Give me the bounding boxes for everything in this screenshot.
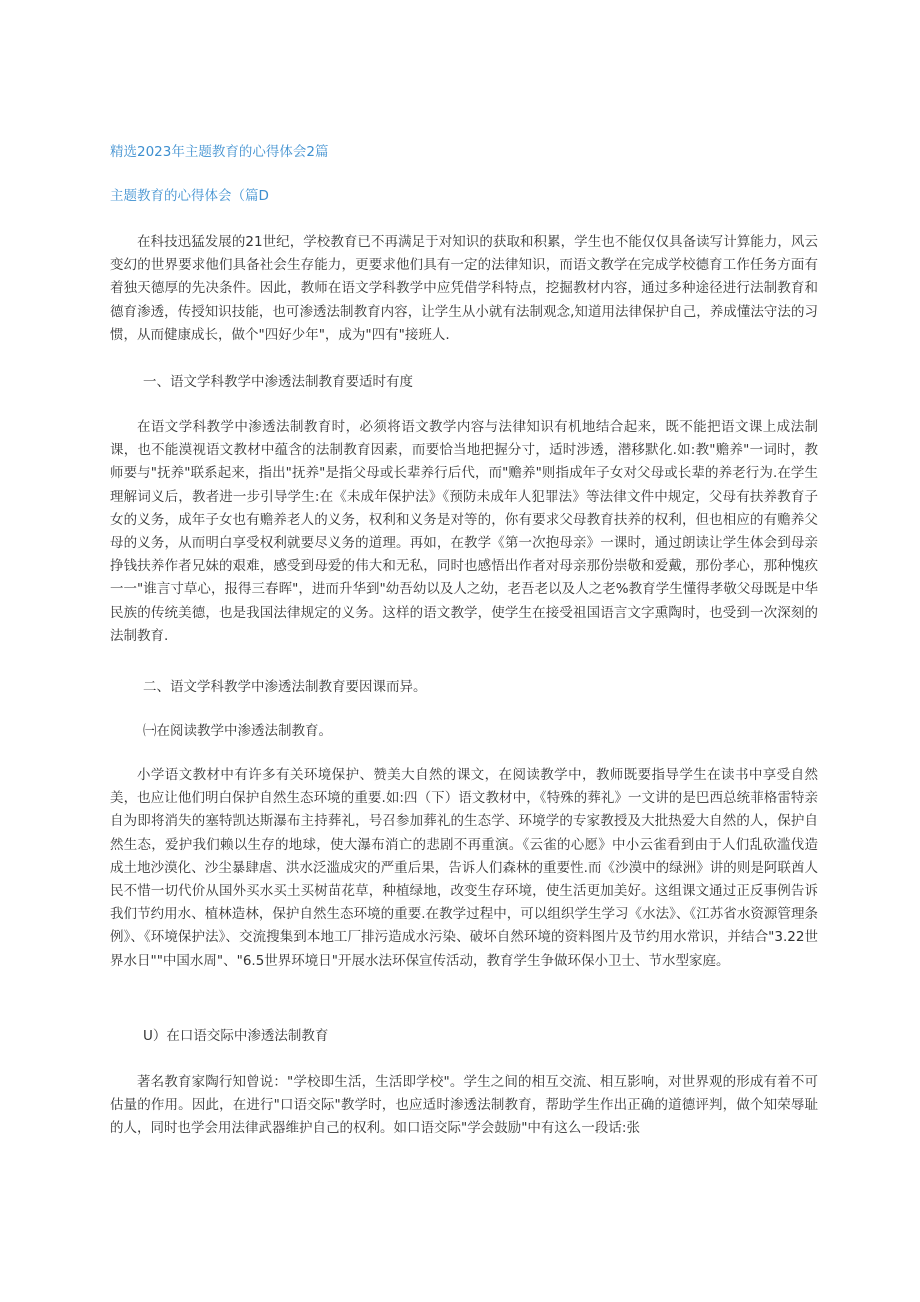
document-subtitle: 主题教育的心得体会（篇D [110,188,269,204]
document-title: 精选2023年主题教育的心得体会2篇 [110,144,329,160]
paragraph-reading: 小学语文教材中有许多有关环境保护、赞美大自然的课文，在阅读教学中，教师既要指导学生在读书中享受自然美，也应让他们明白保护自然生态环境的重要.如:四（下）语文教材中，《特殊的葬礼》一文讲的是巴西总统菲格雷特亲自为即将消失的塞特凯达斯瀑布主持葬礼，号召参加葬礼的生态学、环境学的专家教授及大批热爱大自然的人，保护自然生态，爱护我们赖以生存的地球，使大瀑布消亡的悲剧不再重演。《云雀的心愿》中小云雀看到由于人们乱砍滥伐造成土地沙漠化、沙尘暴肆虐、洪水泛滥成灾的严重后果，告诉人们森林的重要性.而《沙漠中的绿洲》讲的则是阿联酋人民不惜一切代价从国外买水买土买树苗花草，种植绿地，改变生存环境，使生活更加美好。这组课文通过正反事例告诉我们节约用水、植林造林，保护自然生态环境的重要.在教学过程中，可以组织学生学习《水法》、《江苏省水资源管理条例》、《环境保护法》、交流搜集到本地工厂排污造成水污染、破坏自然环境的资料图片及节约用水常识，并结合"3.22世界水日""中国水周"、"6.5世界环境日"开展水法环保宣传活动，教育学生争做环保小卫士、节水型家庭。 [110,767,818,969]
paragraph-oral: 著名教育家陶行知曾说："学校即生活，生活即学校"。学生之间的相互交流、相互影响，对世界观的形成有着不可估量的作用。因此，在进行"口语交际"教学时，也应适时渗透法制教育，帮助学生作出正确的道德评判，做个知荣辱耻的人，同时也学会用法律武器维护自己的权利。如口语交际"学会鼓励"中有这么一段话:张 [110,1074,818,1137]
section-heading-1: 一、语文学科教学中渗透法制教育要适时有度 [143,374,413,390]
subsection-heading-oral: U）在口语交际中渗透法制教育 [143,1028,329,1044]
subsection-heading-reading: ㈠在阅读教学中渗透法制教育。 [143,723,332,739]
paragraph-section-1: 在语文学科教学中渗透法制教育时，必须将语文教学内容与法律知识有机地结合起来，既不能把语文课上成法制课，也不能漠视语文教材中蕴含的法制教育因素，而要恰当地把握分寸，适时涉透，潜移默化.如:教"赡养"一词时，教师要与"抚养"联系起来，指出"抚养"是指父母或长辈养行后代，而"赡养"则指成年子女对父母或长辈的养老行为.在学生理解词义后，教者进一步引导学生:在《未成年保护法》《预防未成年人犯罪法》等法律文件中规定，父母有扶养教育子女的义务，成年子女也有赡养老人的义务，权利和义务是对等的，你有要求父母教育扶养的权利，但也相应的有赡养父母的义务，从而明白享受权利就要尽义务的道理。再如，在教学《第一次抱母亲》一课时，通过朗读让学生体会到母亲挣钱扶养作者兄妹的艰难，感受到母爱的伟大和无私，同时也感悟出作者对母亲那份崇敬和爱戴，那份孝心，那种愧疚一一"谁言寸草心，报得三春晖"，进而升华到"幼吾幼以及人之幼，老吾老以及人之老%教育学生懂得孝敬父母既是中华民族的传统美德，也是我国法律规定的义务。这样的语文教学，使学生在接受祖国语言文字熏陶时，也受到一次深刻的法制教育. [110,419,818,644]
paragraph-intro: 在科技迅猛发展的21世纪，学校教育已不再满足于对知识的获取和积累，学生也不能仅仅具备读写计算能力，风云变幻的世界要求他们具备社会生存能力，更要求他们具有一定的法律知识，而语文教学在完成学校德育工作任务方面有着独天德厚的先决条件。因此，教师在语文学科教学中应凭借学科特点，挖掘教材内容，通过多种途径进行法制教育和德育渗透，传授知识技能，也可渗透法制教育内容，让学生从小就有法制观念,知道用法律保护自己，养成懂法守法的习惯，从而健康成长，做个"四好少年"，成为"四有"接班人. [110,234,818,343]
section-heading-2: 二、语文学科教学中渗透法制教育要因课而异。 [143,679,427,695]
